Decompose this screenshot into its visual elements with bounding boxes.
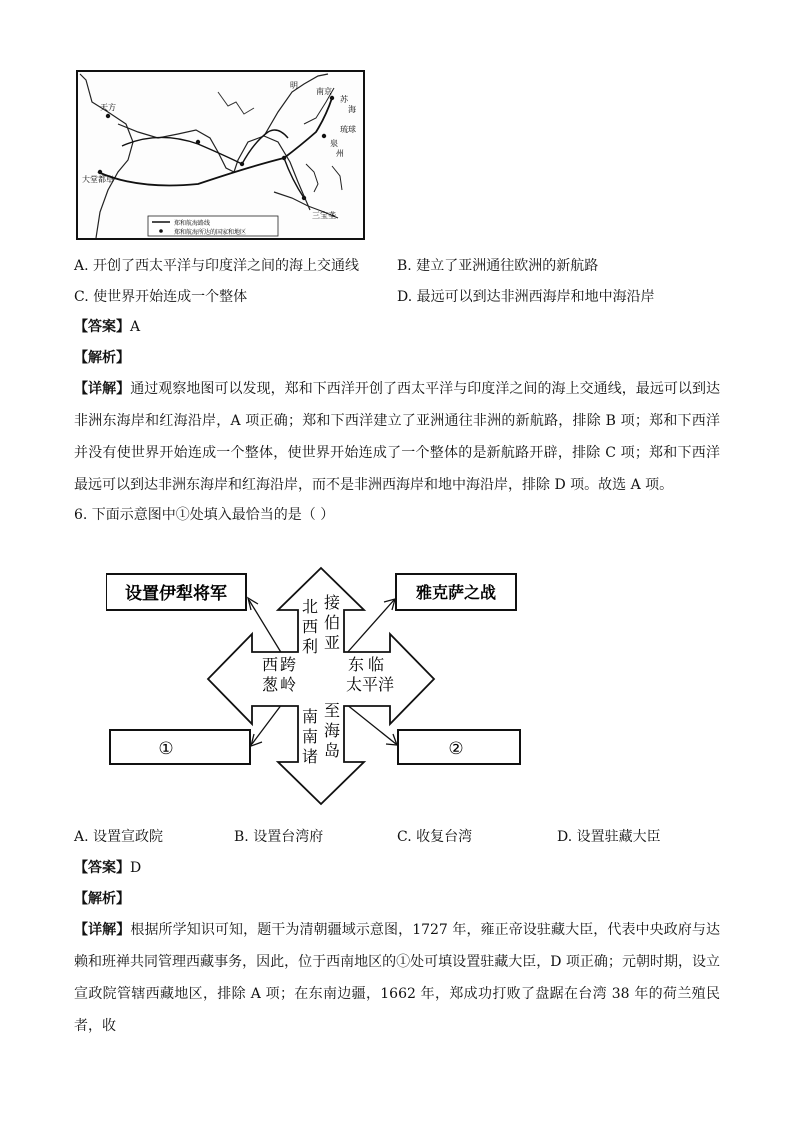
q6-option-d[interactable]: D. 设置驻藏大臣: [557, 829, 661, 845]
map-drawing: [78, 72, 363, 238]
q6-option-a[interactable]: A. 设置宣政院: [74, 829, 164, 845]
map-label: 三宝垄: [312, 211, 336, 220]
east-text: 临: [367, 655, 385, 674]
voyage-route-java: [284, 158, 304, 198]
island-1: [306, 164, 318, 192]
south-text: 海: [323, 721, 341, 740]
north-text: 西: [301, 617, 319, 636]
map-label: 泉: [330, 139, 338, 148]
map-label: 南京: [316, 87, 332, 96]
place-dot: [322, 134, 326, 138]
south-text: 南: [301, 727, 319, 746]
arrow-to-bottom-right: [346, 704, 396, 744]
detail-label: 【详解】: [74, 922, 131, 938]
south-text: 岛: [323, 741, 341, 760]
south-text: 南: [301, 707, 319, 726]
asia-south-coast: [118, 124, 310, 210]
map-label: 州: [336, 149, 344, 158]
detail-label: 【详解】: [74, 381, 131, 397]
place-dot: [282, 156, 286, 160]
north-text: 伯: [323, 613, 341, 632]
map-label: 苏: [340, 95, 348, 104]
north-text: 亚: [323, 633, 341, 652]
box-top-left-text: 设置伊犁将军: [125, 584, 227, 604]
map-label: 大堂都卓: [82, 175, 114, 184]
q6-option-c[interactable]: C. 收复台湾: [397, 829, 473, 845]
q5-answer: [74, 317, 140, 337]
arrow-to-bottom-left: [252, 704, 282, 744]
east-text: 东: [347, 655, 365, 674]
place-dot: [196, 140, 200, 144]
legend-dot: [159, 229, 163, 233]
detail-text: 通过观察地图可以发现，郑和下西洋开创了西太平洋与印度洋之间的海上交通线，最远可以到达非洲东海岸和红海沿岸，A 项正确；郑和下西洋建立了亚洲通往非洲的新航路，排除 B 项；郑和下西洋并没有使世界开始连成一个整体，使世界开始连成了一个整体的是新航路开辟，排除 C 项；郑和下西洋最远可以到达非洲东海岸和红海沿岸，而不是非洲西海岸和地中海沿岸，排除 D 项。故选 A 项。: [74, 381, 721, 493]
answer-label: 【答案】: [74, 860, 130, 876]
box-bottom-left[interactable]: [110, 730, 250, 764]
q5-option-b[interactable]: B. 建立了亚洲通往欧洲的新航路: [397, 258, 599, 274]
north-text: 接: [323, 593, 341, 612]
map-label: 琉球: [340, 125, 356, 134]
q5-option-a[interactable]: A. 开创了西太平洋与印度洋之间的海上交通线: [74, 258, 360, 274]
q5-option-d[interactable]: D. 最远可以到达非洲西海岸和地中海沿岸: [397, 289, 655, 305]
north-text: 北: [301, 597, 319, 616]
west-text: 西: [261, 655, 279, 674]
q6-answer: [74, 858, 141, 878]
q5-analysis-label: 【解析】: [74, 350, 130, 366]
place-dot: [330, 96, 334, 100]
south-text: 至: [323, 701, 341, 720]
west-text: 葱: [261, 675, 279, 694]
answer-value: A: [130, 319, 141, 335]
place-dot: [240, 162, 244, 166]
legend-dot-label: 郑和航海所达的国家和地区: [174, 229, 247, 236]
inland-border: [218, 92, 254, 114]
place-dot: [98, 170, 102, 174]
q6-detail: [74, 914, 720, 1042]
arrow-to-top-left: [249, 600, 282, 654]
q5-detail: [74, 373, 720, 501]
answer-label: 【答案】: [74, 319, 130, 335]
box-bottom-left-text: ①: [158, 739, 174, 759]
qing-territory-diagram: [106, 564, 536, 809]
diagram-drawing: [106, 564, 536, 809]
legend-route-label: 郑和航海路线: [174, 220, 211, 227]
q6-stem: 6. 下面示意图中①处填入最恰当的是（ ）: [74, 507, 335, 523]
q6-analysis-label: 【解析】: [74, 891, 130, 907]
map-label: 天方: [100, 103, 116, 112]
place-dot: [302, 196, 306, 200]
q5-option-c[interactable]: C. 使世界开始连成一个整体: [74, 289, 248, 305]
west-text: 岭: [279, 675, 297, 694]
west-text: 跨: [279, 655, 297, 674]
island-2: [332, 166, 342, 190]
answer-value: D: [130, 860, 142, 876]
box-top-right-text: 雅克萨之战: [415, 583, 497, 602]
north-text: 利: [301, 637, 319, 656]
detail-text: 根据所学知识可知，题干为清朝疆域示意图，1727 年，雍正帝设驻藏大臣，代表中央政府与达赖和班禅共同管理西藏事务，因此，位于西南地区的①处可填设置驻藏大臣，D 项正确；元朝时期，设立宣政院管辖西藏地区，排除 A 项；在东南边疆，1662 年，郑成功打败了盘踞在台湾 38 年的荷兰殖民者，收: [74, 922, 721, 1034]
box-bottom-right-text: ②: [448, 739, 464, 759]
q6-option-b[interactable]: B. 设置台湾府: [234, 829, 324, 845]
voyage-route-arabia: [122, 137, 242, 164]
africa-coast: [80, 74, 133, 238]
map-label: 海: [348, 105, 356, 114]
map-label: 明: [290, 81, 298, 90]
south-text: 诸: [301, 747, 319, 766]
place-dot: [106, 114, 110, 118]
zheng-he-voyage-map: [76, 70, 365, 240]
east-text: 太平洋: [345, 675, 395, 694]
